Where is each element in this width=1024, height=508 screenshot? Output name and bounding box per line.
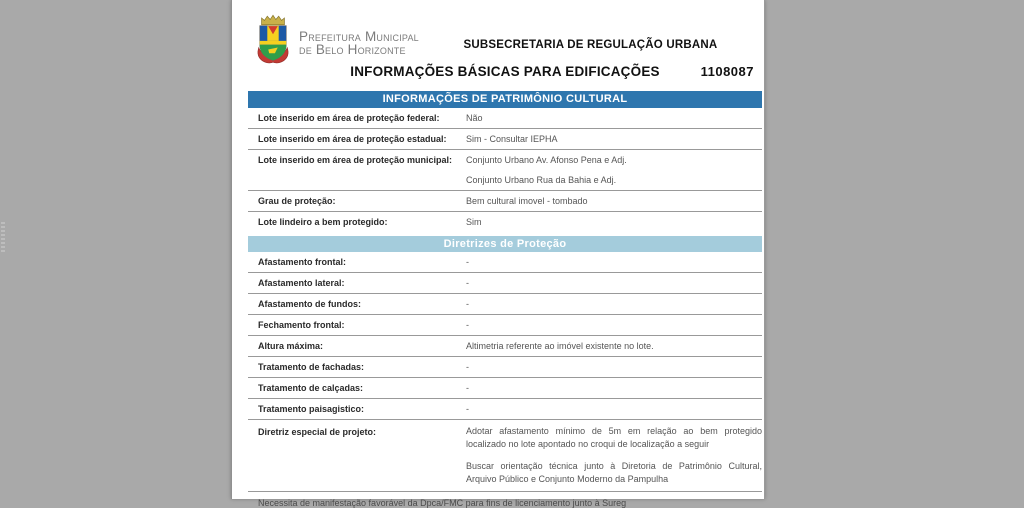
table-row: [248, 378, 762, 399]
row-value: Bem cultural imovel - tombado: [466, 196, 588, 206]
table-row: [248, 315, 762, 336]
row-value: -: [466, 320, 469, 330]
row-value: -: [466, 299, 469, 309]
org-name-line2: de Belo Horizonte: [299, 42, 406, 57]
row-label: Grau de proteção:: [258, 196, 336, 206]
row-value: -: [466, 383, 469, 393]
footer-note: Necessita de manifestação favorável da Dpca/FMC para fins de licenciamento junto à Sureg: [258, 498, 627, 508]
table-row: [248, 357, 762, 378]
row-label: Tratamento paisagistico:: [258, 404, 365, 414]
document-page: [231, 0, 765, 508]
row-label: Lote inserido em área de proteção federal:: [258, 113, 440, 123]
row-value: -: [466, 257, 469, 267]
row-value: Sim - Consultar IEPHA: [466, 134, 558, 144]
table-row: [248, 129, 762, 150]
table-row: [248, 191, 762, 212]
belo-horizonte-coat-of-arms-icon: [254, 13, 292, 65]
table-row: [248, 273, 762, 294]
row-value: Não: [466, 113, 483, 123]
row-label: Fechamento frontal:: [258, 320, 345, 330]
table-row: [248, 108, 762, 129]
row-value: Conjunto Urbano Rua da Bahia e Adj.: [466, 175, 617, 185]
organization-name: [299, 13, 419, 56]
left-edge-drag-handle[interactable]: [1, 222, 5, 254]
table-row: [248, 336, 762, 357]
document-header: [248, 0, 762, 60]
subsecretaria-title: SUBSECRETARIA DE REGULAÇÃO URBANA: [463, 39, 718, 51]
table-row: [248, 150, 762, 191]
table-row: [248, 294, 762, 315]
row-value: -: [466, 278, 469, 288]
section-header-patrimonio-cultural: INFORMAÇÕES DE PATRIMÔNIO CULTURAL: [248, 91, 762, 108]
row-label: Diretriz especial de projeto:: [258, 427, 377, 437]
row-label: Afastamento frontal:: [258, 257, 347, 267]
row-value-paragraph: Adotar afastamento mínimo de 5m em relação ao bem protegido localizado no lote apontado no croqui de localização a seguir: [466, 426, 762, 449]
table-row: [248, 252, 762, 273]
table-row: [248, 420, 762, 492]
row-value: Sim: [466, 217, 482, 227]
row-label: Afastamento de fundos:: [258, 299, 362, 309]
row-value: Altimetria referente ao imóvel existente no lote.: [466, 341, 654, 351]
document-title-row: [248, 63, 762, 85]
row-label: Lote inserido em área de proteção municipal:: [258, 155, 453, 165]
row-label: Tratamento de fachadas:: [258, 362, 365, 372]
row-label: Tratamento de calçadas:: [258, 383, 364, 393]
row-value: -: [466, 404, 469, 414]
table-row: [248, 212, 762, 232]
row-label: Afastamento lateral:: [258, 278, 345, 288]
table-row: [248, 399, 762, 420]
document-title: INFORMAÇÕES BÁSICAS PARA EDIFICAÇÕES: [350, 64, 660, 79]
row-label: Lote inserido em área de proteção estadual:: [258, 134, 447, 144]
document-number: 1108087: [700, 64, 754, 79]
row-label: Altura máxima:: [258, 341, 324, 351]
row-value-paragraph: Buscar orientação técnica junto à Diretoria de Patrimônio Cultural, Arquivo Público e Conjunto Moderno da Pampulha: [466, 461, 762, 484]
section-header-diretrizes-protecao: Diretrizes de Proteção: [248, 236, 762, 252]
row-label: Lote lindeiro a bem protegido:: [258, 217, 388, 227]
row-value: -: [466, 362, 469, 372]
row-value: Conjunto Urbano Av. Afonso Pena e Adj.: [466, 155, 627, 165]
org-name-line1: Prefeitura Municipal: [299, 29, 419, 44]
